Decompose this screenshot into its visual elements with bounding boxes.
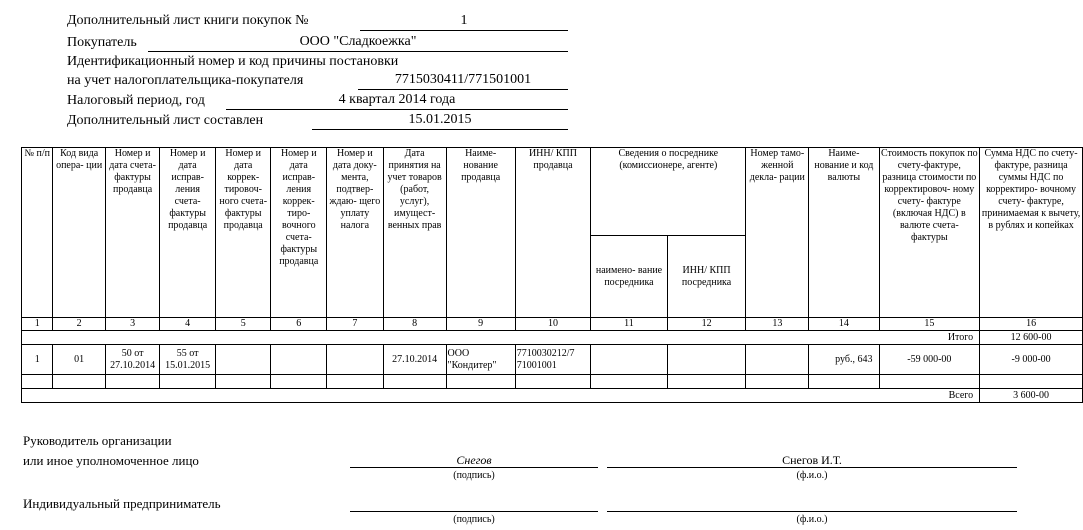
seller-inn[interactable]: 7710030212/7 71001001	[515, 345, 590, 375]
ip-name-line	[607, 511, 1017, 512]
inn-label-line1: Идентификационный номер и код причины постановки	[67, 54, 399, 69]
col-header-8: Дата принятия на учет товаров (работ, услуг), имущест- венных прав	[383, 148, 446, 318]
col-number: 6	[271, 318, 327, 331]
purchase-book-table	[21, 147, 1083, 403]
head-signature-caption: (подпись)	[453, 470, 495, 481]
col-number: 1	[22, 318, 53, 331]
buyer-label: Покупатель	[67, 35, 137, 50]
operation-code[interactable]: 01	[53, 345, 105, 375]
vsego-value[interactable]: 3 600-00	[980, 389, 1083, 403]
empty-cell[interactable]	[667, 345, 746, 375]
buyer-line	[148, 51, 568, 52]
col-header-3: Номер и дата счета- фактуры продавца	[105, 148, 160, 318]
empty-cell[interactable]	[746, 345, 809, 375]
period-label: Налоговый период, год	[67, 93, 205, 108]
col-header-16: Сумма НДС по счету-фактуре, разница суммы НДС по корректиро- вочному счету- фактуре, принимаемая к вычету, в рублях и копейках	[980, 148, 1083, 318]
head-name-caption: (ф.и.о.)	[796, 470, 828, 481]
accept-date[interactable]: 27.10.2014	[383, 345, 446, 375]
col-number: 14	[809, 318, 879, 331]
itogo-label: Итого	[22, 331, 980, 345]
sheet-label: Дополнительный лист книги покупок №	[67, 13, 309, 28]
vsego-label: Всего	[22, 389, 980, 403]
head-signature-line	[350, 467, 598, 468]
col-header-7: Номер и дата доку- мента, подтвер- ждаю- щего уплату налога	[327, 148, 384, 318]
row-number[interactable]: 1	[22, 345, 53, 375]
ip-signature-caption: (подпись)	[453, 514, 495, 525]
col-number: 3	[105, 318, 160, 331]
col-number: 16	[980, 318, 1083, 331]
currency[interactable]: руб., 643	[809, 345, 879, 375]
empty-cell[interactable]	[271, 345, 327, 375]
col-header-12: ИНН/ КПП посредника	[667, 236, 746, 318]
inn-value[interactable]: 7715030411/771501001	[394, 72, 532, 87]
col-number: 5	[215, 318, 271, 331]
period-value[interactable]: 4 квартал 2014 года	[338, 92, 456, 107]
col-header-14: Наиме- нование и код валюты	[809, 148, 879, 318]
column-numbers-row	[22, 318, 1083, 331]
inn-line	[358, 89, 568, 90]
col-header-15: Стоимость покупок по счету-фактуре, разница стоимости по корректировоч- ному счету- фактуре (включая НДС) в валюте счета- фактуры	[879, 148, 980, 318]
col-header-4: Номер и дата исправ- ления счета- фактуры продавца	[160, 148, 216, 318]
itogo-value[interactable]: 12 600-00	[980, 331, 1083, 345]
cost-value[interactable]: -59 000-00	[879, 345, 980, 375]
empty-cell[interactable]	[327, 345, 384, 375]
ip-name-caption: (ф.и.о.)	[796, 514, 828, 525]
empty-row	[22, 375, 1083, 389]
correction-number-date[interactable]: 55 от 15.01.2015	[160, 345, 216, 375]
col-header-intermediary: Сведения о посреднике (комиссионере, агенте)	[591, 148, 746, 236]
col-header-10: ИНН/ КПП продавца	[515, 148, 590, 318]
col-number: 2	[53, 318, 105, 331]
col-number: 12	[667, 318, 746, 331]
col-header-11: наимено- вание посредника	[591, 236, 668, 318]
head-label-line2: или иное уполномоченное лицо	[23, 453, 199, 468]
col-number: 7	[327, 318, 384, 331]
inn-label-line2: на учет налогоплательщика-покупателя	[67, 73, 304, 88]
invoice-number-date[interactable]: 50 от 27.10.2014	[105, 345, 160, 375]
compiled-label: Дополнительный лист составлен	[67, 113, 264, 128]
ip-signature-line	[350, 511, 598, 512]
col-number: 4	[160, 318, 216, 331]
vsego-row	[22, 389, 1083, 403]
col-header-5: Номер и дата коррек- тировоч- ного счета- фактуры продавца	[215, 148, 271, 318]
col-number: 10	[515, 318, 590, 331]
compiled-value[interactable]: 15.01.2015	[408, 112, 472, 127]
ip-label: Индивидуальный предприниматель	[23, 496, 221, 511]
col-header-13: Номер тамо- женной декла- рации	[746, 148, 809, 318]
col-number: 13	[746, 318, 809, 331]
col-number: 11	[591, 318, 668, 331]
head-label-line1: Руководитель организации	[23, 433, 172, 448]
col-header-6: Номер и дата исправ- ления коррек- тиро- вочного счета- фактуры продавца	[271, 148, 327, 318]
vat-value[interactable]: -9 000-00	[980, 345, 1083, 375]
col-header-1: № п/п	[22, 148, 53, 318]
empty-cell[interactable]	[215, 345, 271, 375]
col-number: 8	[383, 318, 446, 331]
sheet-number[interactable]: 1	[460, 13, 468, 28]
empty-cell[interactable]	[591, 345, 668, 375]
buyer-value[interactable]: ООО "Сладкоежка"	[299, 34, 417, 49]
head-signature[interactable]: Снегов	[456, 453, 492, 467]
col-number: 15	[879, 318, 980, 331]
seller-name[interactable]: ООО "Кондитер"	[446, 345, 515, 375]
compiled-line	[312, 129, 568, 130]
col-number: 9	[446, 318, 515, 331]
head-name-line	[607, 467, 1017, 468]
itogo-row	[22, 331, 1083, 345]
table-row	[22, 345, 1083, 375]
sheet-number-line	[360, 30, 568, 31]
col-header-2: Код вида опера- ции	[53, 148, 105, 318]
period-line	[226, 109, 568, 110]
col-header-9: Наиме- нование продавца	[446, 148, 515, 318]
head-name[interactable]: Снегов И.Т.	[782, 453, 842, 467]
